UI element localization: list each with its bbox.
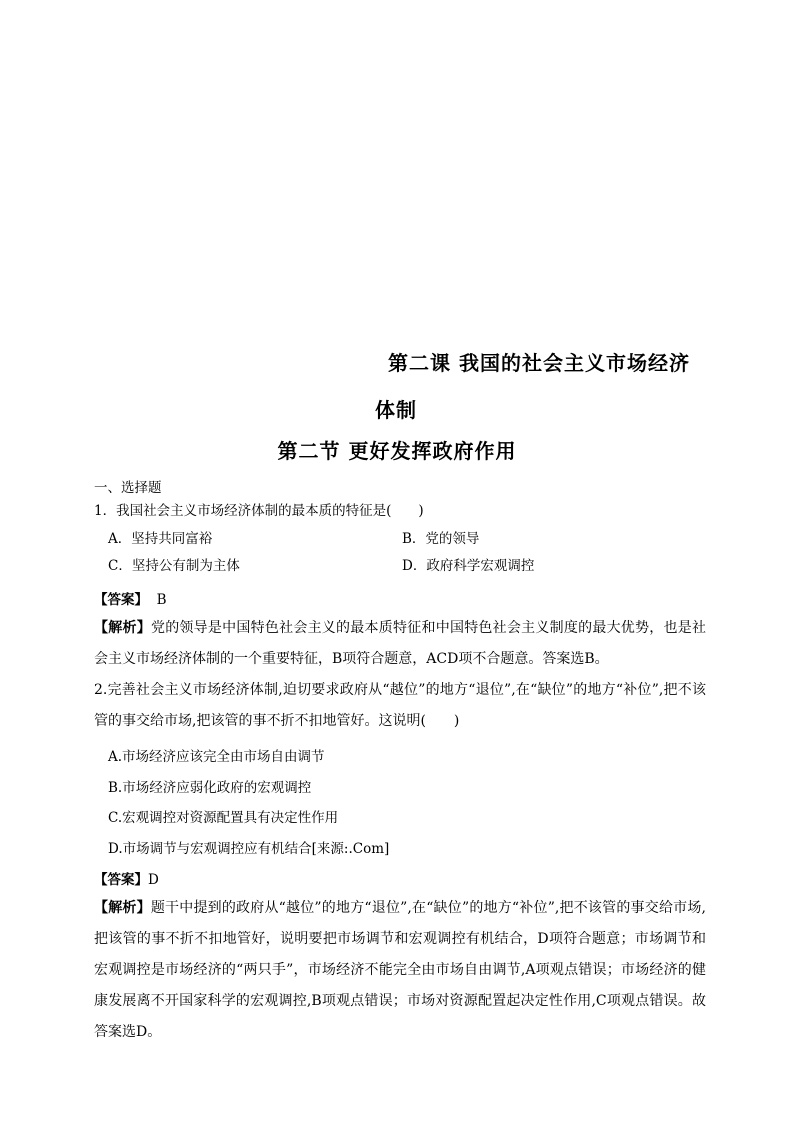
q2-analysis-text: 题干中提到的政府从“越位”的地方“退位”,在“缺位”的地方“补位”,把不该管的事交给市场,把该管的事不折不扣地管好，说明要把市场调节和宏观调控有机结合，D项符合题意；市场调节和宏观调控是市场经济的“两只手”，市场经济不能完全由市场自由调节,A项观点错误；市场经济的健康发展离不开国家科学的宏观调控,B项观点错误；市场对资源配置起决定性作用,C项观点错误。故答案选D。 (94, 900, 707, 1040)
q1-option-d: D．政府科学宏观调控 (402, 558, 535, 574)
q1-answer (94, 588, 167, 608)
q2-option-d: D.市场调节与宏观调控应有机结合[来源:.Com] (108, 841, 390, 857)
q2-answer-value: D (148, 872, 159, 888)
lesson-title-line2: 体制 (375, 398, 417, 422)
q1-option-c: C．坚持公有制为主体 (108, 558, 240, 574)
q2-option-c: C.宏观调控对资源配置具有决定性作用 (108, 810, 339, 826)
q1-analysis (94, 613, 706, 675)
section-title: 第二节 更好发挥政府作用 (277, 439, 517, 463)
q2-analysis (94, 893, 706, 1048)
q1-option-a: A．坚持共同富裕 (108, 531, 213, 547)
q2-option-a: A.市场经济应该完全由市场自由调节 (108, 749, 325, 765)
q1-answer-label: 【答案】 (94, 592, 148, 608)
q1-analysis-text: 党的领导是中国特色社会主义的最本质特征和中国特色社会主义制度的最大优势，也是社会主义市场经济体制的一个重要特征，B项符合题意，ACD项不合题意。答案选B。 (94, 620, 706, 667)
q1-stem: 1．我国社会主义市场经济体制的最本质的特征是( ) (94, 503, 424, 519)
q2-analysis-label: 【解析】 (94, 900, 151, 916)
lesson-title-line1: 第二课 我国的社会主义市场经济 (388, 351, 690, 375)
q2-answer-label: 【答案】 (94, 872, 148, 888)
q2-answer (94, 868, 159, 888)
q1-option-b: B．党的领导 (402, 531, 480, 547)
q2-stem: 2.完善社会主义市场经济体制,迫切要求政府从“越位”的地方“退位”,在“缺位”的地方“补位”,把不该管的事交给市场,把该管的事不折不扣地管好。这说明( ) (94, 682, 706, 729)
q1-analysis-label: 【解析】 (94, 620, 151, 636)
part-heading: 一、选择题 (94, 480, 162, 496)
q2-option-b: B.市场经济应弱化政府的宏观调控 (108, 780, 312, 796)
q1-answer-value: B (156, 592, 167, 608)
